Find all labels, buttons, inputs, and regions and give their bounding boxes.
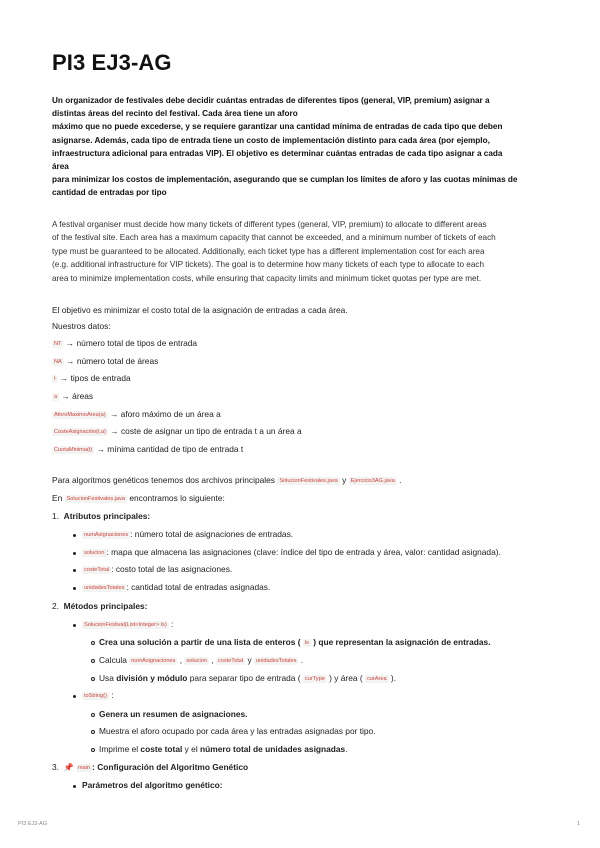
attr-desc: : número total de asignaciones de entradas. [130,529,294,539]
variable-code: CosteAsignación(t,a) [54,429,106,436]
variable-desc: coste de asignar un tipo de entrada t a un área a [120,426,302,437]
bullet [91,748,95,752]
method-detail: para separar tipo de entrada ( [189,673,301,683]
method-detail: Crea una solución a partir de una lista de enteros ( [99,637,301,647]
list-item [82,689,114,702]
intro-spanish [52,94,552,200]
intro-en-line: A festival organiser must decide how many tickets of different types (general, VIP, premium) to allocate to different areas [52,220,487,229]
variable-item [52,388,552,406]
list-item [99,672,396,685]
variable-code: t [54,376,56,383]
variable-code: a [54,393,58,400]
variable-item [52,423,552,441]
variable-item [52,335,552,353]
inline-code: unidadesTotales [255,658,297,664]
intro-en-line: of the festival site. Each area has a maximum capacity that cannot be exceeded, and a minimum number of tickets of each [52,233,496,243]
list-item [99,708,247,720]
method-detail: Genera un resumen de asignaciones. [99,709,248,719]
sep: y [247,655,252,665]
algo-en-line [52,490,552,508]
page-number: 1 [576,821,580,827]
inline-code: solucion [186,658,207,664]
method-detail: Calcula [99,655,127,665]
arrow: → [59,373,69,384]
variable-desc: número total de tipos de entrada [76,338,198,349]
intro-en-line: type must be guaranteed to be allocated. Additionally, each ticket type has a different implementation cost for each area [52,246,485,256]
variable-desc: número total de áreas [76,355,159,366]
colon: : [111,690,114,700]
list-number: 2. [52,601,59,611]
list-item [99,743,348,755]
list-item [82,563,232,576]
algo-text: Para algoritmos genéticos tenemos dos archivos principales [52,475,275,485]
file-code: Ejercicio3AG.java [350,478,395,484]
sep: , [211,655,214,665]
arrow: → [66,355,75,366]
method-detail: . [345,744,348,754]
list-item [52,510,150,522]
section-title: Métodos principales: [63,601,148,611]
list-item [99,636,491,649]
method-detail: Usa [99,673,114,683]
variable-desc: áreas [72,390,94,401]
page-title: PI3 EJ3-AG [52,50,172,75]
method-detail: y el [184,744,198,754]
data-section [52,302,552,458]
list-number: 3. [52,762,59,772]
intro-en-line: area to minimize implementation costs, while ensuring that capacity limits and minimum ticket quotas per type are met. [52,273,482,283]
attr-code: unidadesTotales [84,585,125,591]
section-title: Atributos principales: [63,511,151,521]
list-item [82,528,293,541]
intro-es-line: infraestructura adicional para entradas VIP). El objetivo es determinar cuántas entradas de cada tipo asignar a cada [52,148,503,158]
list-item [52,600,147,612]
variable-desc: aforo máximo de un área a [120,408,221,419]
method-detail: coste total [140,744,183,754]
algo-text: y [342,475,347,485]
bullet [91,677,95,681]
bullet [91,713,95,717]
variable-code: NT [54,341,62,348]
variable-code: NA [54,358,62,365]
intro-es-line: asignarse. Además, cada tipo de entrada tiene un costo de implementación distinto para cada área (por ejemplo, [52,135,490,145]
method-code: toString() [84,693,108,699]
attr-code: costeTotal [84,567,110,573]
intro-es-line: Un organizador de festivales debe decidir cuántas entradas de diferentes tipos (general, VIP, premium) asignar a [52,96,490,105]
algorithm-intro [52,472,552,507]
arrow: → [65,338,75,349]
intro-es-line: área [52,162,69,172]
list-item [82,618,173,631]
list-item [82,581,270,594]
bullet [73,587,76,590]
arrow: → [96,443,105,454]
inline-code: ls [304,640,309,646]
bullet [91,730,95,734]
method-detail: ) y área ( [329,673,363,683]
algo-text: encontramos lo siguiente: [129,492,225,503]
bullet [91,659,95,663]
algo-text: En [52,492,63,503]
list-item [99,654,303,667]
intro-es-line: distintas áreas del recinto del festival. Cada área tiene un aforo [52,109,298,119]
variable-desc: mínima cantidad de tipo de entrada t [107,443,244,454]
attr-code: numAsignaciones [84,532,129,538]
variable-desc: tipos de entrada [70,373,131,384]
bullet [73,695,76,698]
variable-code: CuotaMinima(t) [54,446,93,453]
arrow: → [61,390,70,401]
objective-text: El objetivo es minimizar el costo total de la asignación de entradas a cada área. [52,305,348,315]
intro-english [52,218,552,285]
file-code: SolucionFestivales.java [279,478,338,484]
arrow: → [109,408,119,419]
pushpin-icon: 📌 [63,763,74,772]
variable-item [52,370,552,388]
main-code: main [77,765,91,771]
data-heading: Nuestros datos: [52,320,111,331]
bullet [73,534,76,537]
sep: , [179,655,183,665]
colon: : [171,619,174,629]
method-detail: número total de unidades asignadas [200,744,346,754]
bullet [73,624,76,627]
intro-en-line: (e.g. additional infrastructure for VIP tickets). The goal is to determine how many tickets of each type to allocate to each [52,260,485,270]
variable-item [52,353,552,371]
algo-text: . [399,475,402,485]
intro-es-line: máximo que no puede excederse, y se requiere garantizar una cantidad mínima de entradas de cada tipo que deben [52,122,503,132]
inline-code: curArea [366,676,387,682]
algo-files-line [52,472,552,490]
attr-desc: : cantidad total de entradas asignadas. [126,582,271,592]
inline-code: numAsignaciones [131,658,176,664]
attr-code: solucion [84,550,105,556]
file-code: SolucionFestivales.java [66,495,126,502]
attr-desc: : costo total de las asignaciones. [111,564,233,574]
method-detail: ) que representan la asignación de entradas. [313,637,491,647]
bullet [73,552,76,555]
bullet [73,785,76,788]
arrow: → [110,426,119,437]
bullet [73,569,76,572]
method-detail: Parámetros del algoritmo genético: [82,780,223,790]
bullet [91,641,95,645]
sep: . [300,655,304,665]
section-title: : Configuración del Algoritmo Genético [92,762,249,772]
method-code: SolucionFestival(List<Integer> ls) [84,622,167,628]
list-number: 1. [52,511,59,521]
intro-es-line: cantidad de entradas por tipo [52,188,167,198]
variable-item [52,406,552,424]
list-item [82,546,501,559]
attr-desc: : mapa que almacena las asignaciones (clave: índice del tipo de entrada y área, valor: cantidad asignada). [106,547,501,557]
inline-code: costeTotal [217,658,244,664]
list-item [99,725,376,737]
variable-item [52,441,552,459]
method-detail: Imprime el [99,744,139,754]
list-item [52,761,248,774]
intro-es-line: para minimizar los costos de implementación, asegurando que se cumplan los límites de aforo y las cuotas mínimas de [52,175,518,185]
method-detail: Muestra el aforo ocupado por cada área y las entradas asignadas por tipo. [99,726,376,736]
inline-code: curType [304,676,325,682]
method-detail: ). [390,673,397,683]
footer-title: PI3 EJ3-AG [18,821,48,827]
list-item [82,779,223,791]
method-detail: división y módulo [116,673,188,683]
variable-code: AforoMaximoArea(a) [54,411,106,418]
